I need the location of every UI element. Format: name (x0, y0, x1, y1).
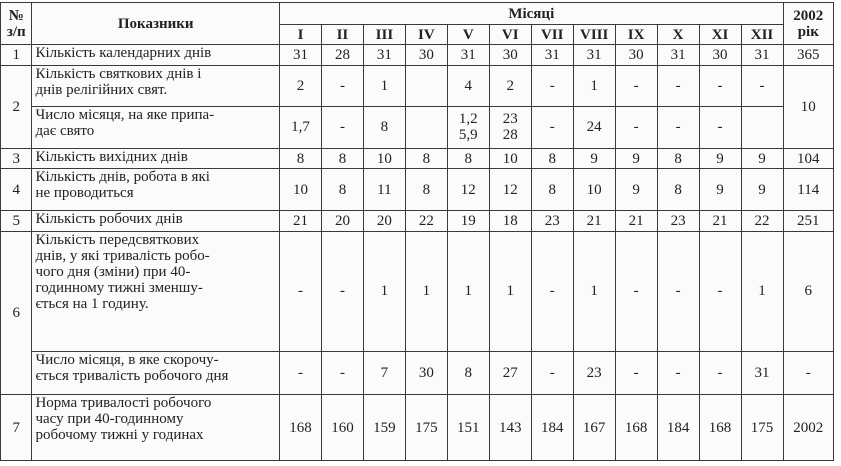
cell-year: 6 (783, 231, 833, 351)
cell: 8 (657, 148, 699, 169)
cell: 10 (573, 169, 615, 210)
header-month: VIII (573, 25, 615, 45)
cell (321, 107, 363, 148)
cell: 9 (741, 169, 783, 210)
row-label-text: Кількість святкових днів і днів релігійних свят. (35, 65, 202, 98)
cell-text: - (339, 119, 345, 136)
header-month: VI (489, 25, 531, 45)
cell: 184 (657, 395, 699, 461)
cell: 22 (741, 210, 783, 231)
row-number: 4 (1, 169, 32, 210)
cell: 1 (573, 231, 615, 351)
cell: 31 (280, 45, 322, 66)
cell: 159 (363, 395, 405, 461)
cell-year: 114 (783, 169, 833, 210)
cell: 30 (615, 45, 657, 66)
cell-year: 104 (783, 148, 833, 169)
header-row-1 (1, 3, 834, 25)
row-label (32, 231, 280, 351)
cell: 31 (447, 45, 489, 66)
row-label (32, 169, 280, 210)
cell: 31 (741, 351, 783, 395)
cell: - (699, 231, 741, 351)
cell: 30 (405, 45, 447, 66)
cell: 31 (363, 45, 405, 66)
cell (531, 107, 573, 148)
cell: 2 (489, 65, 531, 106)
cell: 184 (531, 395, 573, 461)
cell: - (531, 231, 573, 351)
cell: - (741, 65, 783, 106)
row-number: 5 (1, 210, 32, 231)
cell: 10 (280, 169, 322, 210)
cell: - (531, 65, 573, 106)
table-row (1, 65, 834, 106)
cell: 10 (363, 148, 405, 169)
cell: 8 (321, 148, 363, 169)
cell: 20 (321, 210, 363, 231)
cell (657, 107, 699, 148)
table-row (1, 169, 834, 210)
cell: 168 (699, 395, 741, 461)
cell: 168 (615, 395, 657, 461)
cell: - (615, 351, 657, 395)
row-number: 3 (1, 148, 32, 169)
cell: 22 (405, 210, 447, 231)
cell: 143 (489, 395, 531, 461)
cell-text: 23 28 (502, 111, 518, 144)
cell: - (699, 351, 741, 395)
cell: 9 (615, 169, 657, 210)
row-number: 2 (1, 65, 32, 148)
cell: 31 (573, 45, 615, 66)
table-row (1, 351, 834, 395)
cell: 1 (573, 65, 615, 106)
cell: 8 (405, 169, 447, 210)
cell: 28 (321, 45, 363, 66)
row-label-text: Норма тривалості робочого часу при 40-годинному робочому тижні у годинах (35, 395, 212, 444)
cell: 167 (573, 395, 615, 461)
cell: 31 (531, 45, 573, 66)
work-time-table (0, 2, 834, 461)
cell-text: - (675, 119, 681, 136)
cell: - (280, 351, 322, 395)
table-row (1, 210, 834, 231)
cell (741, 107, 783, 148)
header-year (783, 3, 833, 45)
cell: 1 (363, 231, 405, 351)
cell: 8 (657, 169, 699, 210)
cell: - (615, 231, 657, 351)
cell: 31 (741, 45, 783, 66)
header-month: I (280, 25, 322, 45)
cell: 7 (363, 351, 405, 395)
cell: 31 (657, 45, 699, 66)
cell-year: 2002 (783, 395, 833, 461)
cell: - (657, 65, 699, 106)
cell: - (321, 65, 363, 106)
cell-year: 10 (783, 65, 833, 148)
cell: 11 (363, 169, 405, 210)
cell: 9 (699, 169, 741, 210)
row-label-text: Кількість днів, робота в які не проводиться (35, 169, 210, 202)
cell: 168 (280, 395, 322, 461)
cell: 9 (573, 148, 615, 169)
cell: - (321, 351, 363, 395)
cell: 19 (447, 210, 489, 231)
row-label-text: Число місяця, на яке припа- дає свято (35, 107, 215, 140)
cell: 175 (741, 395, 783, 461)
cell (573, 107, 615, 148)
cell: 23 (531, 210, 573, 231)
cell-text: 1,7 (291, 119, 310, 136)
header-month: II (321, 25, 363, 45)
row-label: Кількість робочих днів (32, 210, 280, 231)
cell: 175 (405, 395, 447, 461)
cell (489, 107, 531, 148)
cell: 1 (363, 65, 405, 106)
cell: 10 (489, 148, 531, 169)
header-months: Місяці (280, 3, 784, 25)
cell: 18 (489, 210, 531, 231)
cell: 9 (741, 148, 783, 169)
cell: - (657, 231, 699, 351)
cell: 160 (321, 395, 363, 461)
table-row (1, 395, 834, 461)
header-month: XI (699, 25, 741, 45)
header-month: VII (531, 25, 573, 45)
cell: - (657, 351, 699, 395)
cell: 27 (489, 351, 531, 395)
cell: - (321, 231, 363, 351)
cell-text: 24 (586, 119, 602, 136)
cell-year: 251 (783, 210, 833, 231)
cell: 151 (447, 395, 489, 461)
cell-year: - (783, 351, 833, 395)
cell: - (615, 65, 657, 106)
header-indicators: Показники (32, 3, 280, 45)
header-month: XII (741, 25, 783, 45)
row-number: 1 (1, 45, 32, 66)
cell: 4 (447, 65, 489, 106)
cell: - (699, 65, 741, 106)
cell: 1 (741, 231, 783, 351)
cell (615, 107, 657, 148)
cell: 8 (321, 169, 363, 210)
row-label: Кількість календарних днів (32, 45, 280, 66)
header-year-top: 2002 (793, 7, 824, 24)
cell-text: 1,2 5,9 (458, 111, 478, 144)
cell: 1 (447, 231, 489, 351)
cell: 9 (699, 148, 741, 169)
table-row (1, 45, 834, 66)
table-row (1, 107, 834, 148)
cell: 8 (405, 148, 447, 169)
row-label: Кількість вихідних днів (32, 148, 280, 169)
row-label (32, 65, 280, 106)
header-month: III (363, 25, 405, 45)
cell: 8 (531, 169, 573, 210)
row-label (32, 107, 280, 148)
table-row (1, 231, 834, 351)
cell: 30 (405, 351, 447, 395)
cell: 30 (699, 45, 741, 66)
row-label (32, 395, 280, 461)
header-month: IX (615, 25, 657, 45)
cell: 2 (280, 65, 322, 106)
table-row (1, 148, 834, 169)
cell-text: - (633, 119, 639, 136)
cell: 21 (615, 210, 657, 231)
cell: 21 (699, 210, 741, 231)
cell (405, 65, 447, 106)
cell: 20 (363, 210, 405, 231)
cell (699, 107, 741, 148)
cell: 23 (657, 210, 699, 231)
cell (447, 107, 489, 148)
cell: 1 (489, 231, 531, 351)
header-number (1, 3, 32, 45)
row-number: 7 (1, 395, 32, 461)
cell: 8 (447, 148, 489, 169)
cell: 23 (573, 351, 615, 395)
cell-text: - (717, 119, 723, 136)
header-number-label: № (8, 7, 24, 24)
cell (363, 107, 405, 148)
header-month: IV (405, 25, 447, 45)
cell: 9 (615, 148, 657, 169)
header-number-sub: з/п (6, 23, 26, 40)
cell: 21 (573, 210, 615, 231)
row-label (32, 351, 280, 395)
row-number: 6 (1, 231, 32, 395)
header-month: V (447, 25, 489, 45)
cell: 21 (280, 210, 322, 231)
cell: 1 (405, 231, 447, 351)
cell (405, 107, 447, 148)
cell-text: 8 (380, 119, 389, 136)
cell: 30 (489, 45, 531, 66)
header-year-bottom: рік (797, 23, 819, 40)
cell: - (531, 351, 573, 395)
cell (280, 107, 322, 148)
cell: 12 (447, 169, 489, 210)
cell-text: - (549, 119, 555, 136)
cell: 12 (489, 169, 531, 210)
cell: 8 (531, 148, 573, 169)
row-label-text: Кількість передсвяткових днів, у які тривалість робо- чого дня (зміни) при 40- годинному тижні зменшу- ється на 1 годину. (35, 231, 210, 312)
cell: - (280, 231, 322, 351)
cell-year: 365 (783, 45, 833, 66)
cell: 8 (447, 351, 489, 395)
header-month: X (657, 25, 699, 45)
cell: 8 (280, 148, 322, 169)
row-label-text: Число місяця, в яке скорочу- ється тривалість робочого дня (35, 351, 229, 384)
